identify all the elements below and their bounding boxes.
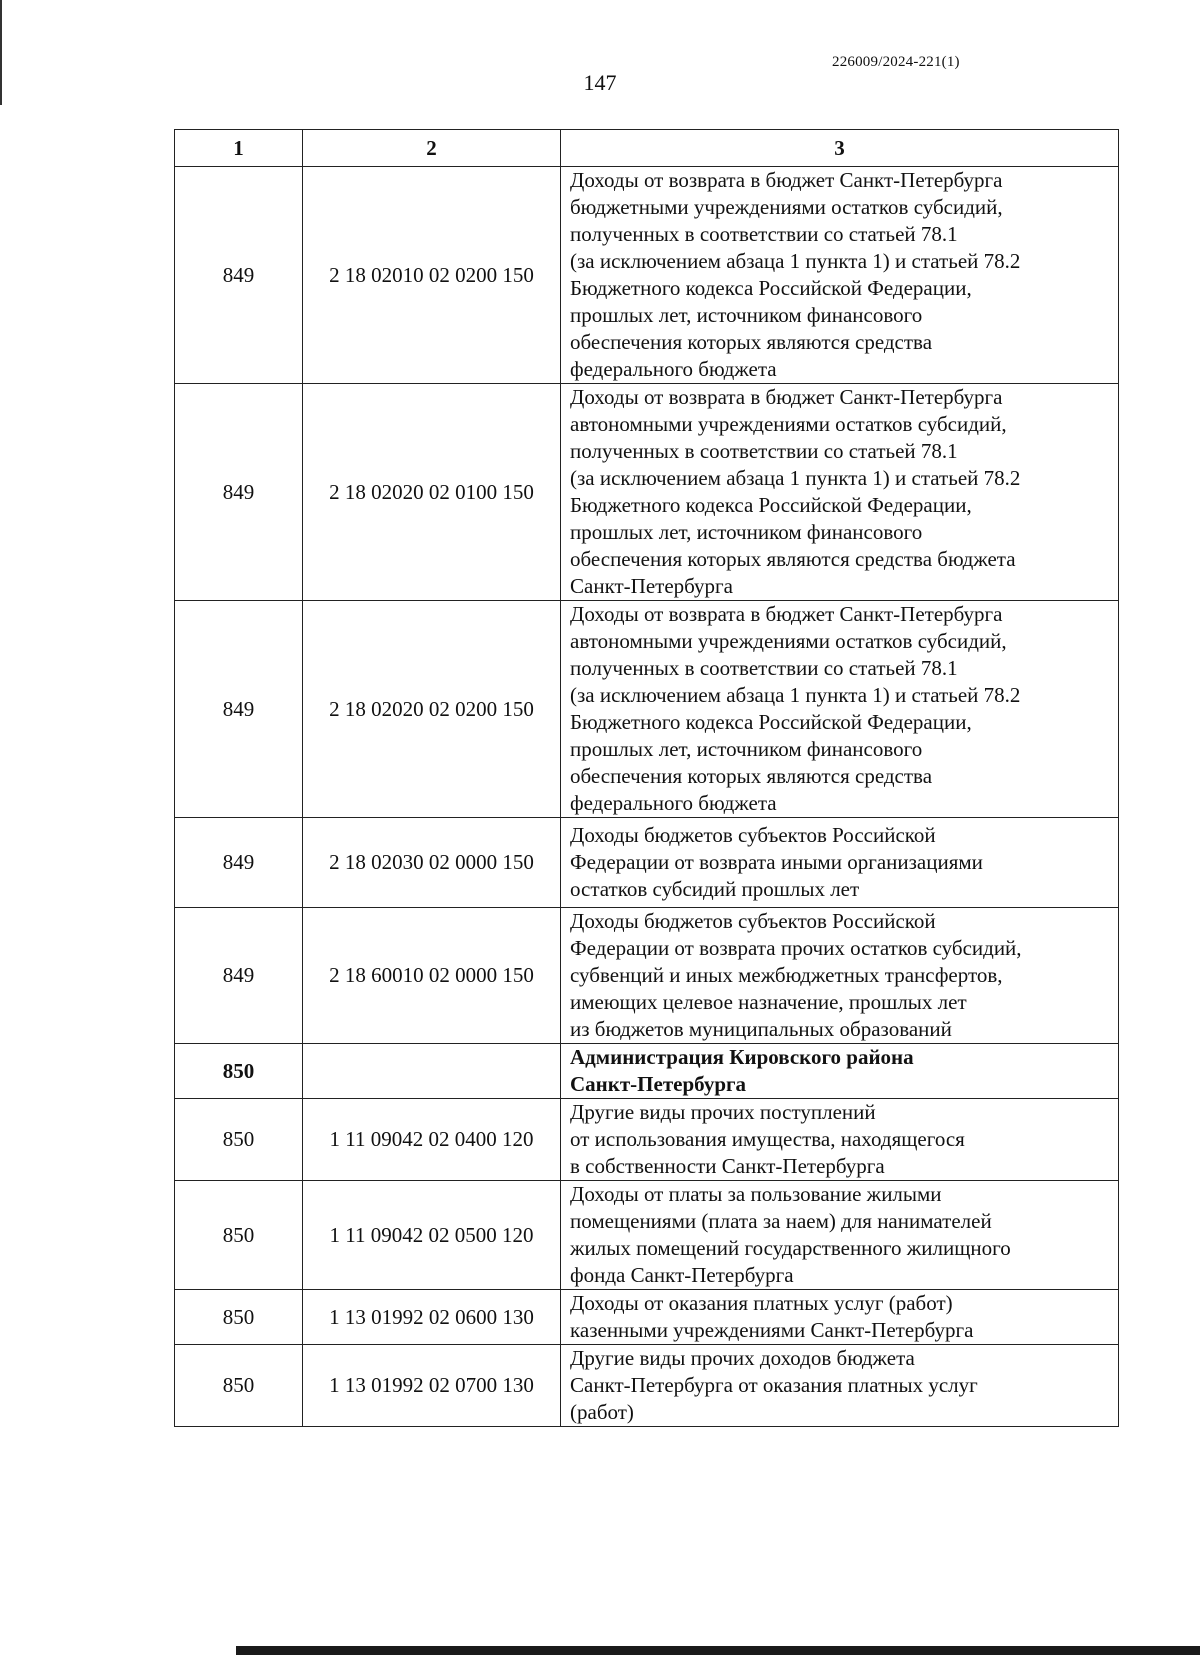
table-row <box>175 1099 1119 1181</box>
description-line: казенными учреждениями Санкт-Петербурга <box>570 1318 974 1342</box>
description-line: Федерации от возврата иными организациями <box>570 850 983 874</box>
description-line: Бюджетного кодекса Российской Федерации, <box>570 493 972 517</box>
description-cell <box>561 908 1119 1044</box>
description-line: прошлых лет, источником финансового <box>570 520 923 544</box>
description-cell <box>561 384 1119 601</box>
description-line: Администрация Кировского района <box>570 1045 914 1069</box>
description-line: полученных в соответствии со статьей 78.1 <box>570 439 958 463</box>
description-line: Доходы от оказания платных услуг (работ) <box>570 1291 953 1315</box>
description-line: федерального бюджета <box>570 357 777 381</box>
table-row <box>175 384 1119 601</box>
description-line: Другие виды прочих поступлений <box>570 1100 876 1124</box>
description-cell <box>561 167 1119 384</box>
budget-code-cell: 1 13 01992 02 0700 130 <box>303 1345 561 1427</box>
budget-code-cell: 1 13 01992 02 0600 130 <box>303 1290 561 1345</box>
description-cell <box>561 1290 1119 1345</box>
description-line: (за исключением абзаца 1 пункта 1) и статьей 78.2 <box>570 683 1021 707</box>
description-line: прошлых лет, источником финансового <box>570 303 923 327</box>
description-line: Доходы от платы за пользование жилыми <box>570 1182 942 1206</box>
description-line: автономными учреждениями остатков субсидий, <box>570 629 1007 653</box>
description-line: имеющих целевое назначение, прошлых лет <box>570 990 967 1014</box>
income-codes-table <box>174 129 1119 1427</box>
description-line: Доходы от возврата в бюджет Санкт-Петербурга <box>570 385 1003 409</box>
description-line: полученных в соответствии со статьей 78.1 <box>570 222 958 246</box>
admin-code-cell: 850 <box>175 1345 303 1427</box>
table-header-row <box>175 130 1119 167</box>
description-line: (за исключением абзаца 1 пункта 1) и статьей 78.2 <box>570 249 1021 273</box>
description-line: обеспечения которых являются средства бюджета <box>570 547 1016 571</box>
table-row <box>175 1044 1119 1099</box>
admin-code-cell: 849 <box>175 167 303 384</box>
description-line: в собственности Санкт-Петербурга <box>570 1154 885 1178</box>
budget-code-cell <box>303 1044 561 1099</box>
table-row <box>175 1345 1119 1427</box>
table-row <box>175 1181 1119 1290</box>
description-line: (за исключением абзаца 1 пункта 1) и статьей 78.2 <box>570 466 1021 490</box>
budget-code-cell: 2 18 60010 02 0000 150 <box>303 908 561 1044</box>
table-row <box>175 167 1119 384</box>
description-line: фонда Санкт-Петербурга <box>570 1263 794 1287</box>
admin-code-cell: 850 <box>175 1099 303 1181</box>
admin-code-cell: 850 <box>175 1044 303 1099</box>
description-line: (работ) <box>570 1400 634 1424</box>
description-cell <box>561 1099 1119 1181</box>
description-cell <box>561 601 1119 818</box>
description-line: жилых помещений государственного жилищного <box>570 1236 1011 1260</box>
description-line: Бюджетного кодекса Российской Федерации, <box>570 710 972 734</box>
column-header-1: 1 <box>175 130 303 167</box>
description-cell <box>561 818 1119 908</box>
table-row <box>175 908 1119 1044</box>
description-line: Доходы от возврата в бюджет Санкт-Петербурга <box>570 602 1003 626</box>
table-row <box>175 601 1119 818</box>
description-line: федерального бюджета <box>570 791 777 815</box>
description-line: обеспечения которых являются средства <box>570 764 933 788</box>
description-cell <box>561 1181 1119 1290</box>
scan-bottom-edge <box>236 1646 1200 1655</box>
column-header-2: 2 <box>303 130 561 167</box>
column-header-3: 3 <box>561 130 1119 167</box>
description-line: помещениями (плата за наем) для нанимателей <box>570 1209 992 1233</box>
description-line: Санкт-Петербурга <box>570 1072 747 1096</box>
document-number: 226009/2024-221(1) <box>832 54 960 70</box>
budget-code-cell: 1 11 09042 02 0500 120 <box>303 1181 561 1290</box>
table-body <box>175 167 1119 1427</box>
description-line: полученных в соответствии со статьей 78.1 <box>570 656 958 680</box>
budget-code-cell: 2 18 02020 02 0100 150 <box>303 384 561 601</box>
description-line: бюджетными учреждениями остатков субсидий, <box>570 195 1003 219</box>
description-line: Санкт-Петербурга от оказания платных услуг <box>570 1373 978 1397</box>
description-line: субвенций и иных межбюджетных трансфертов, <box>570 963 1003 987</box>
admin-code-cell: 849 <box>175 384 303 601</box>
description-line: автономными учреждениями остатков субсидий, <box>570 412 1007 436</box>
budget-code-cell: 2 18 02030 02 0000 150 <box>303 818 561 908</box>
admin-code-cell: 850 <box>175 1290 303 1345</box>
budget-code-cell: 1 11 09042 02 0400 120 <box>303 1099 561 1181</box>
description-line: остатков субсидий прошлых лет <box>570 877 860 901</box>
budget-code-cell: 2 18 02020 02 0200 150 <box>303 601 561 818</box>
description-line: Доходы от возврата в бюджет Санкт-Петербурга <box>570 168 1003 192</box>
table-row <box>175 1290 1119 1345</box>
description-line: обеспечения которых являются средства <box>570 330 933 354</box>
description-line: от использования имущества, находящегося <box>570 1127 965 1151</box>
description-line: прошлых лет, источником финансового <box>570 737 923 761</box>
description-line: Санкт-Петербурга <box>570 574 733 598</box>
admin-code-cell: 850 <box>175 1181 303 1290</box>
admin-code-cell: 849 <box>175 818 303 908</box>
description-line: Доходы бюджетов субъектов Российской <box>570 823 936 847</box>
description-line: Федерации от возврата прочих остатков субсидий, <box>570 936 1022 960</box>
page-edge-line <box>0 0 2 105</box>
budget-code-cell: 2 18 02010 02 0200 150 <box>303 167 561 384</box>
admin-code-cell: 849 <box>175 601 303 818</box>
description-line: из бюджетов муниципальных образований <box>570 1017 952 1041</box>
page-number: 147 <box>583 70 617 95</box>
description-cell <box>561 1345 1119 1427</box>
admin-code-cell: 849 <box>175 908 303 1044</box>
description-line: Доходы бюджетов субъектов Российской <box>570 909 936 933</box>
description-cell <box>561 1044 1119 1099</box>
description-line: Бюджетного кодекса Российской Федерации, <box>570 276 972 300</box>
description-line: Другие виды прочих доходов бюджета <box>570 1346 915 1370</box>
table-row <box>175 818 1119 908</box>
